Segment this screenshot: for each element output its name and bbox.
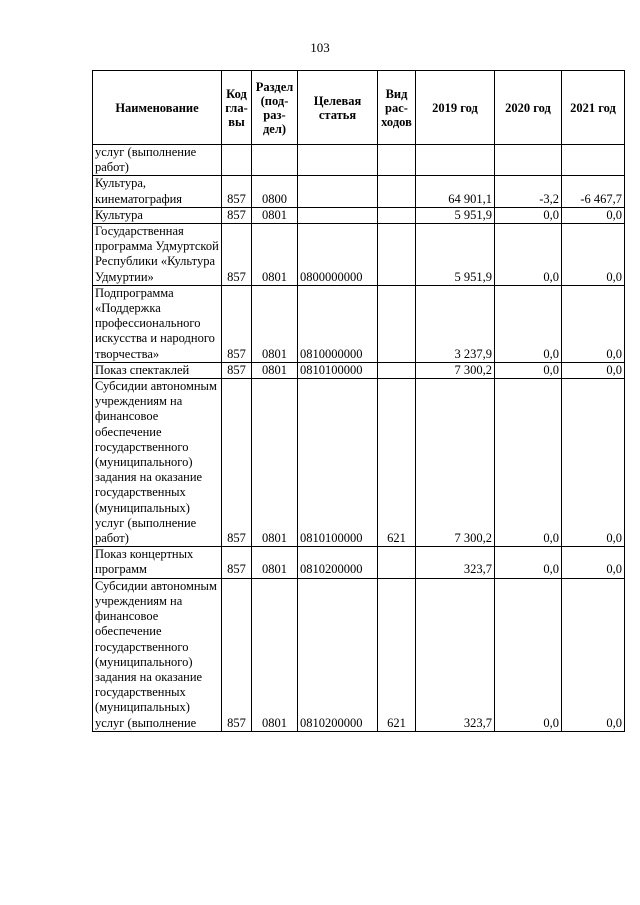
- cell-kod: 857: [222, 578, 252, 731]
- header-celevaya: Целевая статья: [298, 71, 378, 145]
- cell-2019: 323,7: [416, 578, 495, 731]
- cell-razdel: 0801: [252, 379, 298, 547]
- cell-vid: [378, 224, 416, 286]
- cell-celevaya: [298, 207, 378, 223]
- table-row: [93, 145, 625, 176]
- cell-2020: 0,0: [495, 578, 562, 731]
- table-row: [93, 362, 625, 378]
- cell-name: Показ концертных программ: [93, 547, 222, 578]
- cell-kod: 857: [222, 362, 252, 378]
- cell-celevaya: [298, 176, 378, 207]
- cell-vid: [378, 285, 416, 362]
- cell-2020: 0,0: [495, 362, 562, 378]
- table-row: [93, 285, 625, 362]
- cell-2021: 0,0: [562, 362, 625, 378]
- cell-2020: 0,0: [495, 285, 562, 362]
- cell-kod: [222, 145, 252, 176]
- cell-kod: 857: [222, 207, 252, 223]
- cell-name: Субсидии автономным учреждениям на финансовое обеспечение государственного (муниципального) задания на оказание государственных (муниципальных) услуг (выполнение работ): [93, 379, 222, 547]
- table-row: [93, 207, 625, 223]
- table-row: [93, 224, 625, 286]
- cell-2019: 3 237,9: [416, 285, 495, 362]
- cell-2019: 7 300,2: [416, 362, 495, 378]
- cell-name: Подпрограмма «Поддержка профессионального искусства и народного творчества»: [93, 285, 222, 362]
- cell-razdel: 0801: [252, 285, 298, 362]
- cell-2021: 0,0: [562, 379, 625, 547]
- page-number: 103: [310, 40, 330, 55]
- cell-vid: [378, 547, 416, 578]
- cell-name: Государственная программа Удмуртской Республики «Культура Удмуртии»: [93, 224, 222, 286]
- header-2019: 2019 год: [416, 71, 495, 145]
- cell-razdel: 0801: [252, 207, 298, 223]
- cell-2019: 323,7: [416, 547, 495, 578]
- table-row: [93, 379, 625, 547]
- cell-2020: 0,0: [495, 207, 562, 223]
- budget-table: [92, 70, 625, 732]
- cell-2021: [562, 145, 625, 176]
- cell-2019: 64 901,1: [416, 176, 495, 207]
- cell-razdel: 0801: [252, 578, 298, 731]
- cell-2020: -3,2: [495, 176, 562, 207]
- cell-2021: 0,0: [562, 224, 625, 286]
- header-vid: Вид рас-ходов: [378, 71, 416, 145]
- cell-2019: 7 300,2: [416, 379, 495, 547]
- cell-kod: 857: [222, 176, 252, 207]
- cell-name: Культура: [93, 207, 222, 223]
- table-row: [93, 578, 625, 731]
- cell-celevaya: 0810100000: [298, 379, 378, 547]
- cell-celevaya: 0810200000: [298, 578, 378, 731]
- cell-name: Культура, кинематография: [93, 176, 222, 207]
- cell-celevaya: 0810000000: [298, 285, 378, 362]
- cell-name: Субсидии автономным учреждениям на финансовое обеспечение государственного (муниципального) задания на оказание государственных (муниципальных) услуг (выполнение: [93, 578, 222, 731]
- cell-kod: 857: [222, 379, 252, 547]
- table-row: [93, 176, 625, 207]
- cell-2019: [416, 145, 495, 176]
- cell-vid: [378, 176, 416, 207]
- cell-vid: [378, 362, 416, 378]
- header-razdel: Раздел (под-раз-дел): [252, 71, 298, 145]
- cell-vid: [378, 207, 416, 223]
- header-2020: 2020 год: [495, 71, 562, 145]
- cell-2021: 0,0: [562, 285, 625, 362]
- cell-2020: 0,0: [495, 224, 562, 286]
- cell-name: Показ спектаклей: [93, 362, 222, 378]
- cell-2020: 0,0: [495, 547, 562, 578]
- cell-name: услуг (выполнение работ): [93, 145, 222, 176]
- cell-2019: 5 951,9: [416, 224, 495, 286]
- cell-celevaya: 0810100000: [298, 362, 378, 378]
- cell-2020: 0,0: [495, 379, 562, 547]
- cell-vid: 621: [378, 379, 416, 547]
- cell-2020: [495, 145, 562, 176]
- cell-2019: 5 951,9: [416, 207, 495, 223]
- cell-kod: 857: [222, 285, 252, 362]
- cell-razdel: 0801: [252, 362, 298, 378]
- cell-razdel: 0800: [252, 176, 298, 207]
- cell-2021: 0,0: [562, 207, 625, 223]
- table-header-row: [93, 71, 625, 145]
- cell-kod: 857: [222, 224, 252, 286]
- cell-razdel: [252, 145, 298, 176]
- table-row: [93, 547, 625, 578]
- cell-celevaya: [298, 145, 378, 176]
- header-kod: Код гла-вы: [222, 71, 252, 145]
- cell-2021: -6 467,7: [562, 176, 625, 207]
- cell-celevaya: 0800000000: [298, 224, 378, 286]
- cell-razdel: 0801: [252, 224, 298, 286]
- cell-2021: 0,0: [562, 578, 625, 731]
- header-2021: 2021 год: [562, 71, 625, 145]
- header-name: Наименование: [93, 71, 222, 145]
- cell-kod: 857: [222, 547, 252, 578]
- table-body: [93, 145, 625, 732]
- cell-2021: 0,0: [562, 547, 625, 578]
- cell-vid: 621: [378, 578, 416, 731]
- cell-celevaya: 0810200000: [298, 547, 378, 578]
- cell-vid: [378, 145, 416, 176]
- cell-razdel: 0801: [252, 547, 298, 578]
